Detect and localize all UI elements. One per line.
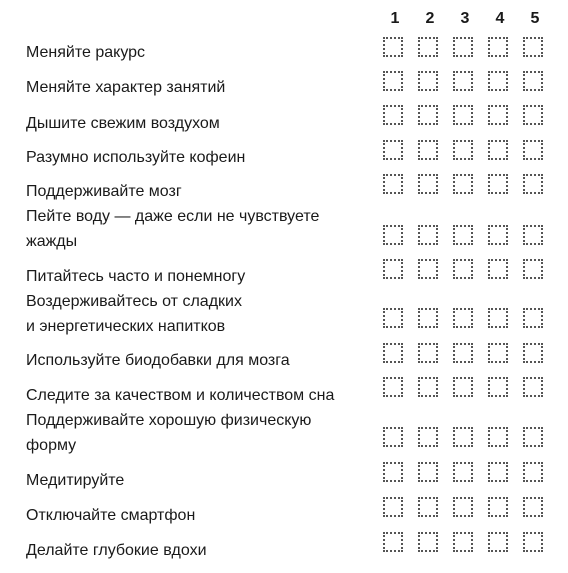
rating-checkbox-row: [0, 71, 568, 95]
rating-checkbox-1[interactable]: [383, 462, 403, 482]
rating-checkbox-4[interactable]: [488, 37, 508, 57]
rating-checkbox-5[interactable]: [523, 377, 543, 397]
rating-checkbox-3[interactable]: [453, 174, 473, 194]
rating-checkbox-1[interactable]: [383, 105, 403, 125]
rating-checkbox-3[interactable]: [453, 462, 473, 482]
rating-checkbox-5[interactable]: [523, 105, 543, 125]
rating-checkbox-4[interactable]: [488, 140, 508, 160]
rating-checkbox-2[interactable]: [418, 71, 438, 91]
rating-checkbox-5[interactable]: [523, 427, 543, 447]
rating-checkbox-3[interactable]: [453, 140, 473, 160]
item-label: Разумно используйте кофеин: [26, 149, 246, 166]
rating-checkbox-1[interactable]: [383, 532, 403, 552]
item-label: Меняйте ракурс: [26, 44, 146, 61]
item-label: Медитируйте: [26, 472, 125, 489]
item-label: и энергетических напитков: [26, 318, 226, 335]
item-label: Поддерживайте хорошую физическую: [26, 412, 312, 429]
rating-checkbox-2[interactable]: [418, 140, 438, 160]
rating-checkbox-2[interactable]: [418, 427, 438, 447]
rating-checkbox-2[interactable]: [418, 308, 438, 328]
rating-checkbox-5[interactable]: [523, 71, 543, 91]
rating-checkbox-row: [0, 259, 568, 283]
rating-checkbox-2[interactable]: [418, 105, 438, 125]
rating-checkbox-1[interactable]: [383, 71, 403, 91]
rating-checkbox-5[interactable]: [523, 462, 543, 482]
rating-checkbox-4[interactable]: [488, 105, 508, 125]
rating-checkbox-3[interactable]: [453, 259, 473, 279]
rating-checkbox-row: [0, 140, 568, 164]
column-number-1: 1: [390, 10, 400, 27]
rating-checkbox-row: [0, 427, 568, 451]
rating-checkbox-row: [0, 105, 568, 129]
rating-checkbox-row: [0, 377, 568, 401]
rating-checkbox-row: [0, 225, 568, 249]
rating-checkbox-2[interactable]: [418, 259, 438, 279]
rating-checkbox-3[interactable]: [453, 105, 473, 125]
item-label: Дышите свежим воздухом: [26, 115, 220, 132]
column-header: [0, 9, 568, 29]
item-label: Пейте воду — даже если не чувствуете: [26, 208, 320, 225]
rating-checkbox-4[interactable]: [488, 225, 508, 245]
item-label: Отключайте смартфон: [26, 507, 196, 524]
item-label: Используйте биодобавки для мозга: [26, 352, 290, 369]
rating-checkbox-5[interactable]: [523, 497, 543, 517]
item-label: Меняйте характер занятий: [26, 79, 226, 96]
column-number-3: 3: [460, 10, 470, 27]
rating-checkbox-row: [0, 343, 568, 367]
column-number-5: 5: [530, 10, 540, 27]
rating-checkbox-2[interactable]: [418, 37, 438, 57]
rating-checkbox-3[interactable]: [453, 532, 473, 552]
rating-checkbox-5[interactable]: [523, 532, 543, 552]
rating-checkbox-3[interactable]: [453, 37, 473, 57]
rating-checkbox-3[interactable]: [453, 308, 473, 328]
item-label: Поддерживайте мозг: [26, 183, 182, 200]
rating-checkbox-3[interactable]: [453, 343, 473, 363]
rating-checkbox-3[interactable]: [453, 377, 473, 397]
column-number-2: 2: [425, 10, 435, 27]
rating-checkbox-1[interactable]: [383, 377, 403, 397]
rating-checkbox-5[interactable]: [523, 343, 543, 363]
rating-checkbox-1[interactable]: [383, 140, 403, 160]
rating-checkbox-3[interactable]: [453, 427, 473, 447]
rating-checkbox-2[interactable]: [418, 343, 438, 363]
rating-checkbox-row: [0, 37, 568, 61]
rating-checkbox-2[interactable]: [418, 377, 438, 397]
rating-checkbox-row: [0, 174, 568, 198]
rating-checkbox-5[interactable]: [523, 140, 543, 160]
rating-checkbox-row: [0, 497, 568, 521]
rating-checkbox-4[interactable]: [488, 532, 508, 552]
item-label: жажды: [26, 233, 78, 250]
rating-checkbox-3[interactable]: [453, 497, 473, 517]
rating-checkbox-4[interactable]: [488, 427, 508, 447]
rating-checkbox-row: [0, 462, 568, 486]
rating-checkbox-2[interactable]: [418, 497, 438, 517]
rating-checkbox-4[interactable]: [488, 497, 508, 517]
rating-checkbox-4[interactable]: [488, 259, 508, 279]
rating-checkbox-1[interactable]: [383, 259, 403, 279]
item-label: Питайтесь часто и понемногу: [26, 268, 246, 285]
rating-checkbox-2[interactable]: [418, 225, 438, 245]
rating-checkbox-3[interactable]: [453, 71, 473, 91]
item-label: Воздерживайтесь от сладких: [26, 293, 242, 310]
rating-checkbox-1[interactable]: [383, 343, 403, 363]
rating-checkbox-5[interactable]: [523, 37, 543, 57]
rating-checkbox-1[interactable]: [383, 37, 403, 57]
rating-checkbox-5[interactable]: [523, 174, 543, 194]
rating-checkbox-4[interactable]: [488, 462, 508, 482]
item-label: Делайте глубокие вдохи: [26, 542, 207, 559]
rating-checkbox-1[interactable]: [383, 497, 403, 517]
item-label: Следите за качеством и количеством сна: [26, 387, 335, 404]
rating-checkbox-row: [0, 308, 568, 332]
rating-checkbox-1[interactable]: [383, 427, 403, 447]
rating-checkbox-5[interactable]: [523, 225, 543, 245]
rating-checkbox-4[interactable]: [488, 377, 508, 397]
rating-checkbox-4[interactable]: [488, 343, 508, 363]
column-number-4: 4: [495, 10, 505, 27]
rating-checkbox-2[interactable]: [418, 174, 438, 194]
rating-checkbox-4[interactable]: [488, 71, 508, 91]
rating-checkbox-1[interactable]: [383, 308, 403, 328]
item-label: форму: [26, 437, 77, 454]
rating-checkbox-5[interactable]: [523, 259, 543, 279]
rating-checkbox-1[interactable]: [383, 174, 403, 194]
rating-checkbox-row: [0, 532, 568, 556]
rating-checkbox-3[interactable]: [453, 225, 473, 245]
rating-checkbox-4[interactable]: [488, 308, 508, 328]
rating-checkbox-2[interactable]: [418, 462, 438, 482]
rating-checkbox-5[interactable]: [523, 308, 543, 328]
rating-checkbox-2[interactable]: [418, 532, 438, 552]
rating-checkbox-1[interactable]: [383, 225, 403, 245]
rating-checkbox-4[interactable]: [488, 174, 508, 194]
